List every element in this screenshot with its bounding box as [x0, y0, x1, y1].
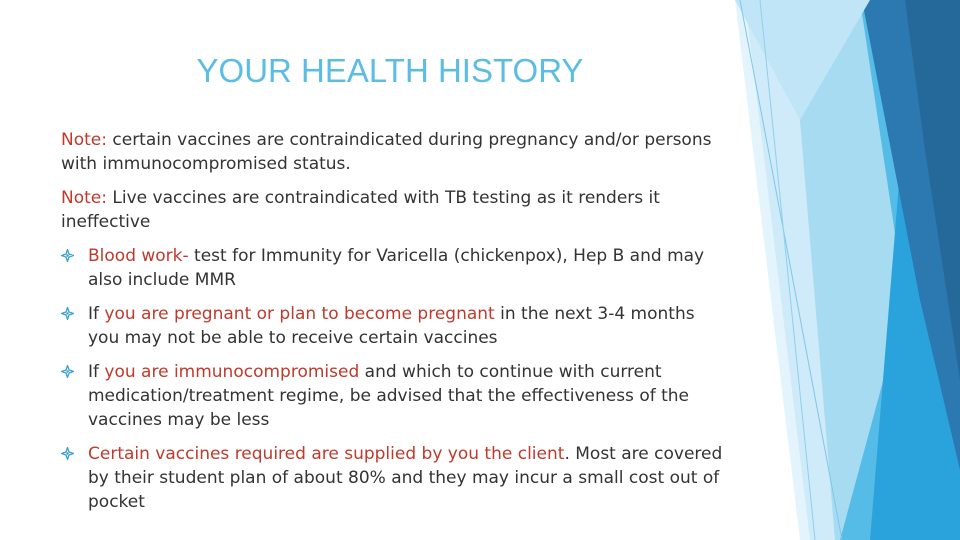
note-paragraph-1 — [61, 128, 721, 176]
bullet-pre: If — [88, 362, 105, 382]
bullet-post: and which to continue with current medication/treatment regime, be advised that the effectiveness of the vaccines may be less — [88, 362, 690, 430]
bullet-list — [61, 244, 731, 524]
note-text: certain vaccines are contraindicated during pregnancy and/or persons with immunocompromised status. — [61, 130, 712, 174]
bullet-highlight: you are pregnant or plan to become pregnant — [104, 304, 495, 324]
bullet-item-vaccine-cost — [61, 442, 731, 514]
diamond-bullet-icon — [61, 447, 74, 460]
diamond-bullet-icon — [61, 365, 74, 378]
diamond-bullet-icon — [61, 249, 74, 262]
note-paragraph-2 — [61, 186, 721, 234]
bullet-highlight: Certain vaccines required are supplied by you the client — [88, 444, 565, 464]
bullet-pre: If — [88, 304, 105, 324]
bullet-item-immunocompromised — [61, 360, 731, 432]
bullet-highlight: Blood work- — [88, 246, 189, 266]
note-text: Live vaccines are contraindicated with TB testing as it renders it ineffective — [61, 188, 660, 232]
bullet-post: in the next 3-4 months you may not be able to receive certain vaccines — [88, 304, 695, 348]
note-label: Note: — [61, 130, 107, 150]
bullet-highlight: you are immunocompromised — [104, 362, 360, 382]
diamond-bullet-icon — [61, 307, 74, 320]
bullet-post: test for Immunity for Varicella (chickenpox), Hep B and may also include MMR — [88, 246, 705, 290]
note-label: Note: — [61, 188, 107, 208]
bullet-post: . Most are covered by their student plan of about 80% and they may incur a small cost out of pocket — [88, 444, 723, 512]
bullet-item-pregnancy — [61, 302, 731, 350]
bullet-item-blood-work — [61, 244, 731, 292]
slide-title: YOUR HEALTH HISTORY — [196, 52, 584, 89]
